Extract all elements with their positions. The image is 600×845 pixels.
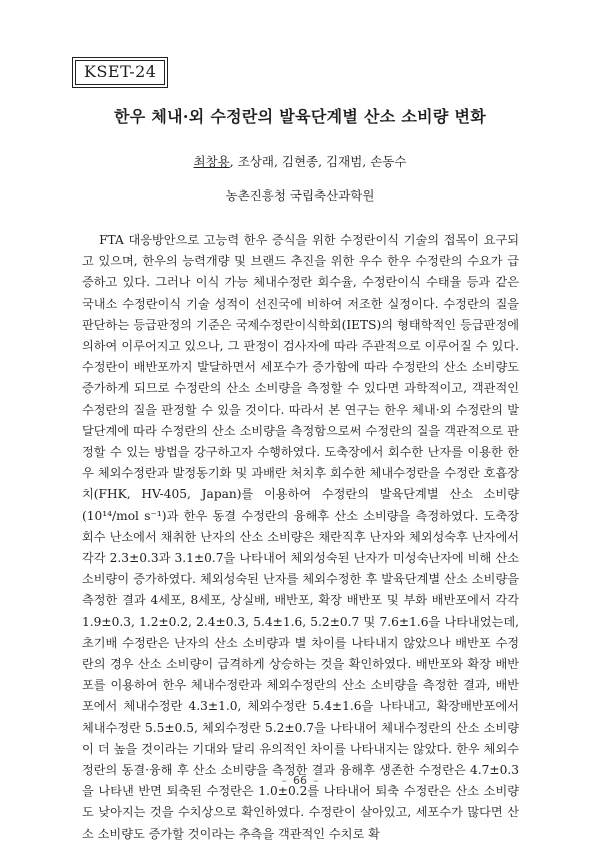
session-code-box (72, 57, 168, 88)
paper-title: 한우 체내·외 수정란의 발육단계별 산소 소비량 변화 (114, 107, 486, 126)
page-footer (0, 774, 600, 787)
first-author: 최창용 (193, 154, 230, 169)
abstract-body (82, 230, 519, 845)
page-number: 66 (293, 774, 307, 787)
affiliation: 농촌진흥청 국립축산과학원 (225, 188, 375, 203)
abstract-paragraph: FTA 대응방안으로 고능력 한우 증식을 위한 수정란이식 기술의 접목이 요구되고 있으며, 한우의 능력개량 및 브랜드 추진을 위한 우수 한우 수정란의 수요가 급증하고 있다. 그러나 이식 가능 체내수정란 회수율, 수정란이식 수태율 등과 같은 국내소 수정란이식 기술 성적이 선진국에 비하여 저조한 실정이다. 수정란의 질을 판단하는 등급판정의 기준은 국제수정란이식학회(IETS)의 형태학적인 등급판정에 의하여 이루어지고 있으나, 그 판정이 검사자에 따라 주관적으로 이루어질 수 있다. 수정란이 배반포까지 발달하면서 세포수가 증가함에 따라 수정란의 산소 소비량도 증가하게 되므로 수정란의 산소 소비량을 측정할 수 있다면 과학적이고, 객관적인 수정란의 질을 판정할 수 있을 것이다. 따라서 본 연구는 한우 체내·외 수정란의 발달단계에 따라 수정란의 산소 소비량을 측정함으로써 수정란의 질을 객관적으로 판정할 수 있는 방법을 강구하고자 수행하였다. 도축장에서 회수한 난자를 이용한 한우 체외수정란과 발정동기화 및 과배란 처치후 회수한 체내수정란을 수정란 호흡장치(FHK, HV-405, Japan)를 이용하여 수정란의 발육단계별 산소 소비량(10¹⁴/mol s⁻¹)과 한우 동결 수정란의 융해후 산소 소비량을 측정하였다. 도축장 회수 난소에서 채취한 난자의 산소 소비량은 채란직후 난자와 체외성숙후 난자에서 각각 2.3±0.3과 3.1±0.7을 나타내어 체외성숙된 난자가 미성숙난자에 비해 산소 소비량이 증가하였다. 체외성숙된 난자를 체외수정한 후 발육단계별 산소 소비량을 측정한 결과 4세포, 8세포, 상실배, 배반포, 확장 배반포 및 부화 배반포에서 각각 1.9±0.3, 1.2±0.2, 2.4±0.3, 5.4±1.6, 5.2±0.7 및 7.6±1.6을 나타내었는데, 초기배 수정란은 난자의 산소 소비량과 별 차이를 나타내지 않았으나 배반포 수정란의 경우 산소 소비량이 급격하게 상승하는 것을 확인하였다. 배반포와 확장 배반포를 이용하여 한우 체내수정란과 체외수정란의 산소 소비량을 측정한 결과, 배반포에서 체내수정란 4.3±1.0, 체외수정란 5.4±1.6을 나타내고, 확장배반포에서 체내수정란 5.5±0.5, 체외수정란 5.2±0.7을 나타내어 체내수정란의 산소 소비량이 더 높을 것이라는 기대와 달리 유의적인 차이를 나타내지는 않았다. 한우 체외수정란의 동결·융해 후 산소 소비량을 측정한 결과 융해후 생존한 수정란은 4.7±0.3을 나타낸 반면 퇴축된 수정란은 1.0±0.2를 나타내어 퇴축 수정란은 산소 소비량도 낮아지는 것을 수치상으로 확인하였다. 수정란이 살아있고, 세포수가 많다면 산소 소비량도 증가할 것이라는 추측을 객관적인 수치로 확 (82, 233, 519, 841)
footer-dash-right: – (313, 774, 319, 787)
session-code: KSET-24 (75, 60, 165, 85)
co-authors: , 조상래, 김현종, 김재범, 손동수 (229, 154, 407, 169)
footer-dash-left: – (281, 774, 287, 787)
author-line (0, 152, 600, 170)
